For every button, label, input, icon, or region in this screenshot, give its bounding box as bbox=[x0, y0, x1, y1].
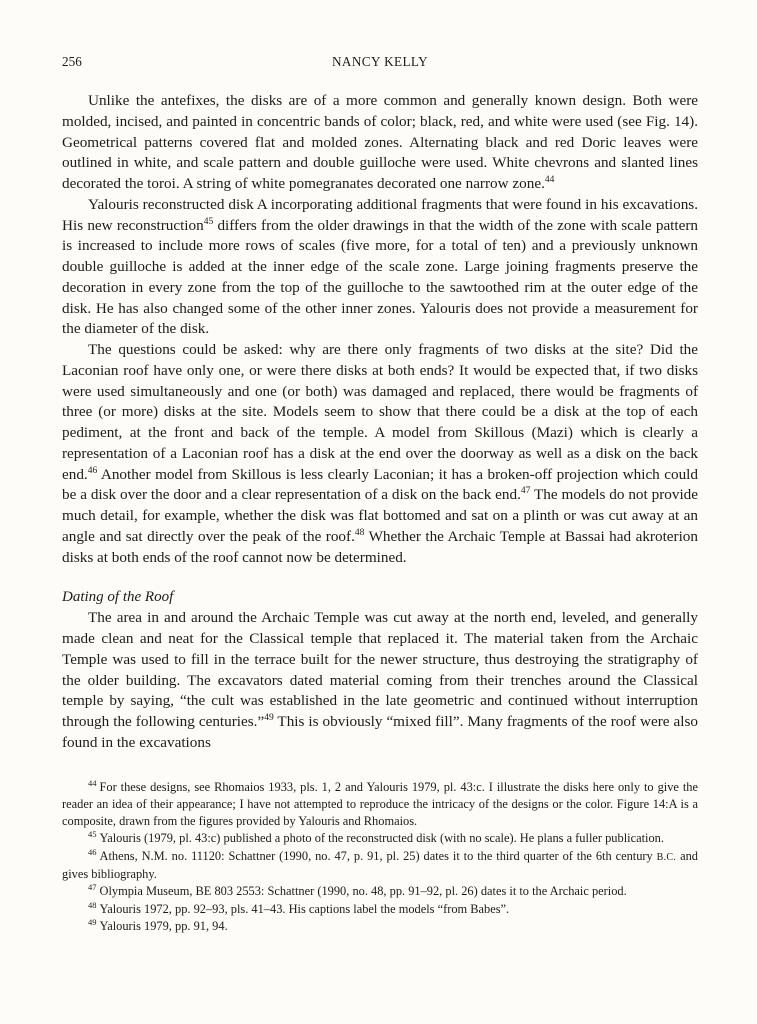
footnote-text: Yalouris 1979, pp. 91, 94. bbox=[99, 919, 228, 933]
footnote-49 bbox=[62, 918, 698, 935]
footnote-number: 44 bbox=[88, 777, 97, 788]
paragraph-4 bbox=[62, 608, 698, 753]
footnotes bbox=[62, 779, 698, 936]
paragraph-4-text-a: The area in and around the Archaic Temple was cut away at the north end, leveled, and generally made clean and neat for the Classical temple that replaced it. The material taken from the Archaic Temple was used to fill in the terrace built for the newer structure, thus destroying the stratigraphy of the older building. The excavators dated material coming from their trenches around the Classical temple by saying, “the cult was established in the late geometric and continued without interruption through the following centuries.” bbox=[62, 609, 698, 730]
paragraph-3-text-a: The questions could be asked: why are there only fragments of two disks at the site? Did the Laconian roof have only one, or were there disks at both ends? It would be expected that, if two disks were used simultaneously and one (or both) was damaged and replaced, there would be fragments of three (or more) disks at the site. Models seem to show that there could be a disk at the top of each pediment, at the front and back of the temple. A model from Skillous (Mazi) which is clearly a representation of a Laconian roof has a disk at the end over the doorway as well as a disk on the back end. bbox=[62, 341, 698, 483]
footnote-47 bbox=[62, 883, 698, 900]
body-text bbox=[62, 91, 698, 754]
note-ref-47[interactable]: 47 bbox=[520, 486, 531, 497]
paragraph-3-text-c: The models do not provide much detail, for example, whether the disk was flat bottomed and sat on a plinth or was cut away at an angle and sat directly over the peak of the roof. bbox=[62, 486, 699, 545]
paragraph-3-text-d: Whether the Archaic Temple at Bassai had akroterion disks at both ends of the roof cannot now be determined. bbox=[62, 527, 698, 566]
footnote-text: and gives bibliography. bbox=[62, 848, 698, 881]
footnote-46 bbox=[62, 848, 698, 883]
footnote-text: Yalouris 1972, pp. 92–93, pls. 41–43. His captions label the models “from Babes”. bbox=[99, 901, 510, 916]
era-abbreviation: B.C. bbox=[656, 851, 677, 863]
footnote-number: 49 bbox=[88, 917, 97, 927]
paragraph-1 bbox=[62, 91, 698, 195]
paragraph-4-text-b: This is obviously “mixed fill”. Many fragments of the roof were also found in the excavations bbox=[62, 713, 698, 751]
paragraph-3-text-b: Another model from Skillous is less clearly Laconian; it has a broken-off projection which could be a disk over the door and a clear representation of a disk on the back end. bbox=[62, 465, 698, 504]
footnote-number: 48 bbox=[88, 899, 97, 910]
footnote-44 bbox=[62, 779, 698, 830]
note-ref-46[interactable]: 46 bbox=[87, 465, 98, 476]
paragraph-2-text-b: differs from the older drawings in that the width of the zone with scale pattern is increased to include more rows of scales (five more, for a total of ten) and a previously unknown double guilloche is added at the inner edge of the scale zone. Large joining fragments preserve the decoration in every zone from the top of the guilloche to the sawtoothed rim at the outer edge of the disk. He has also changed some of the other inner zones. Yalouris does not provide a measurement for the diameter of the disk. bbox=[62, 216, 699, 338]
note-ref-48[interactable]: 48 bbox=[354, 527, 365, 538]
footnote-45 bbox=[62, 830, 698, 847]
note-ref-49[interactable]: 49 bbox=[264, 713, 274, 723]
footnote-text: For these designs, see Rhomaios 1933, pls. 1, 2 and Yalouris 1979, pl. 43:c. I illustrate the disks here only to give the reader an idea of their appearance; I have not attempted to reproduce the intricacy of the designs or the color. Figure 14:A is a composite, drawn from the figures provided by Yalouris and Rhomaios. bbox=[62, 779, 698, 828]
footnote-number: 45 bbox=[88, 829, 97, 839]
note-ref-45[interactable]: 45 bbox=[203, 216, 214, 227]
paragraph-2 bbox=[62, 195, 698, 340]
paragraph-1-text: Unlike the antefixes, the disks are of a more common and generally known design. Both were molded, incised, and painted in concentric bands of color; black, red, and white were used (see Fig. 14). Geometrical patterns covered flat and molded zones. Alternating black and red Doric leaves were outlined in white, and scale pattern and double guilloche were used. White chevrons and slanted lines decorated the toroi. A string of white pomegranates decorated one narrow zone. bbox=[62, 92, 698, 192]
section-heading: Dating of the Roof bbox=[62, 589, 174, 606]
page-number: 256 bbox=[62, 54, 82, 69]
footnote-text: Yalouris (1979, pl. 43:c) published a photo of the reconstructed disk (with no scale). He plans a fuller publication. bbox=[99, 831, 664, 845]
running-header bbox=[62, 54, 698, 76]
paragraph-3 bbox=[62, 340, 698, 568]
footnote-number: 46 bbox=[88, 846, 97, 857]
running-head-author: NANCY KELLY bbox=[332, 54, 428, 69]
footnote-number: 47 bbox=[88, 882, 97, 892]
paragraph-2-text-a: Yalouris reconstructed disk A incorporating additional fragments that were found in his excavations. His new reconstruction bbox=[62, 195, 698, 234]
footnote-text: Athens, N.M. no. 11120: Schattner (1990, no. 47, p. 91, pl. 25) dates it to the third quarter of the 6th century bbox=[99, 848, 657, 863]
footnote-text: Olympia Museum, BE 803 2553: Schattner (1990, no. 48, pp. 91–92, pl. 26) dates it to the Archaic period. bbox=[99, 884, 627, 898]
page bbox=[62, 54, 698, 936]
note-ref-44[interactable]: 44 bbox=[544, 175, 555, 185]
footnote-48 bbox=[62, 901, 698, 918]
